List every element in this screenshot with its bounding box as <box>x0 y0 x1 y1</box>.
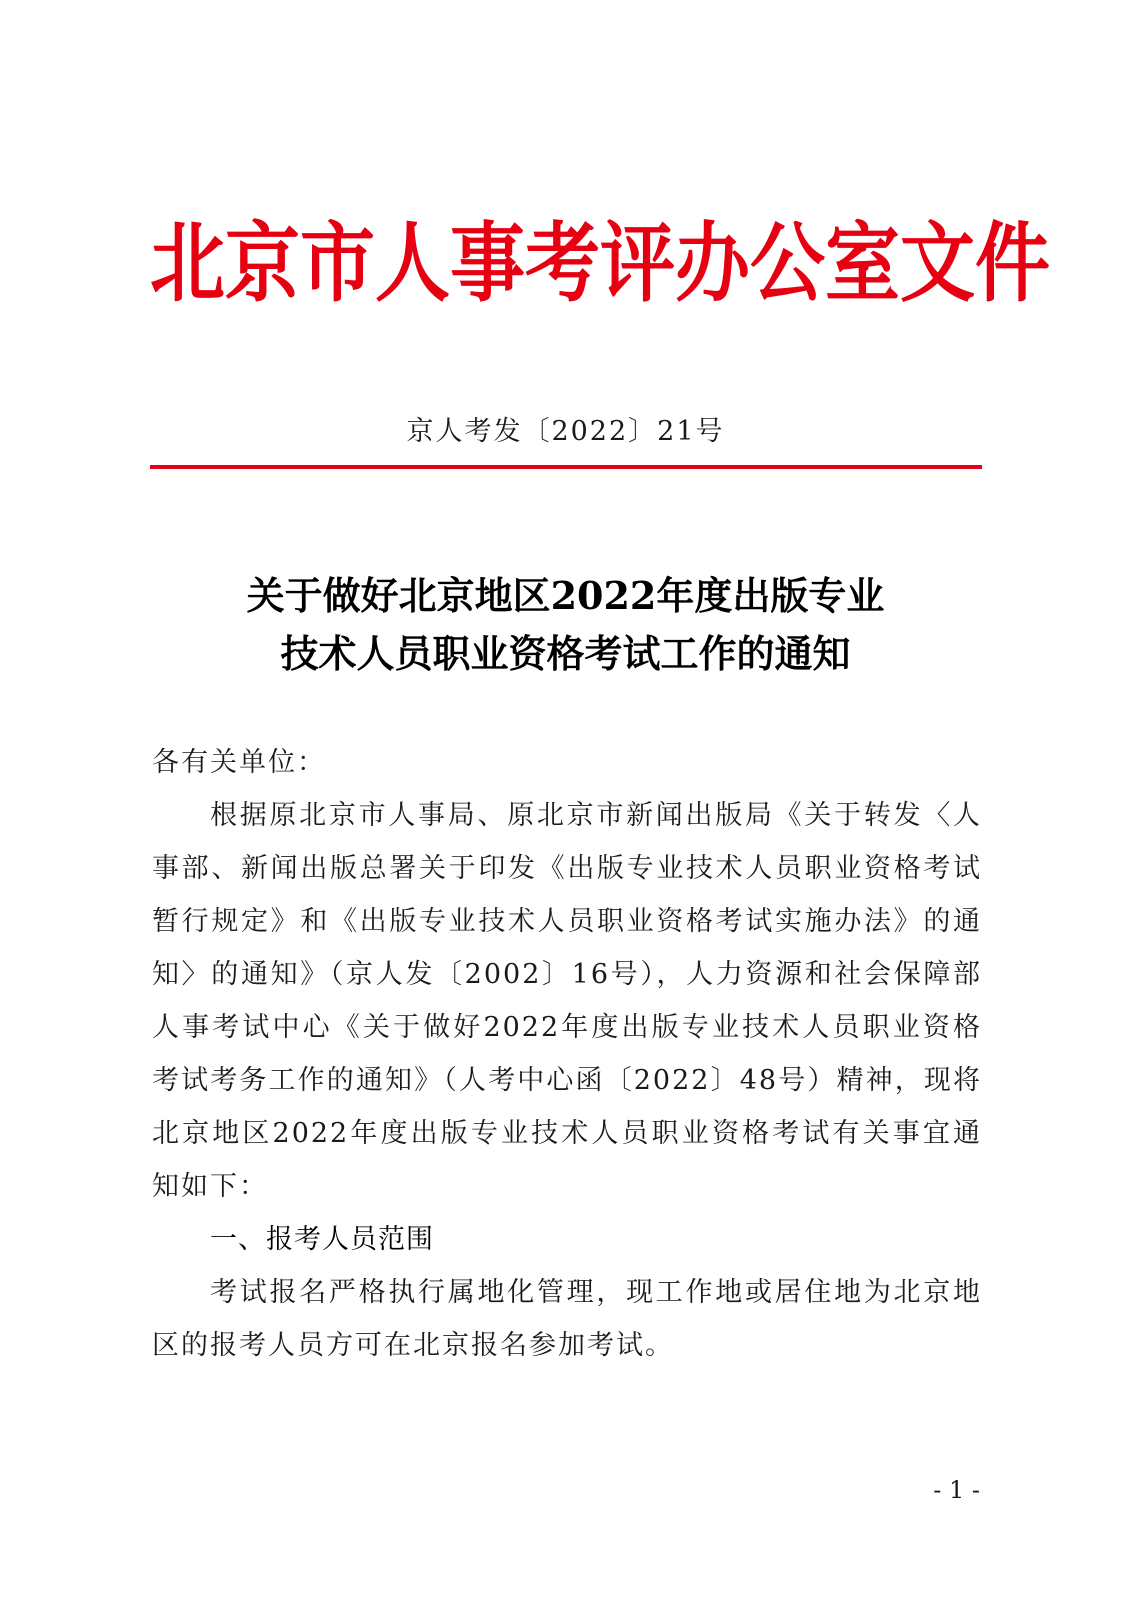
page-number: - 1 - <box>933 1476 980 1504</box>
notice-title <box>0 567 1131 683</box>
salutation: 各有关单位： <box>152 747 326 778</box>
red-divider-line <box>150 465 982 469</box>
masthead-title: 北京市人事考评办公室文件 <box>150 212 1051 314</box>
notice-title-line-2: 技术人员职业资格考试工作的通知 <box>280 631 851 676</box>
section-heading-1: 一、报考人员范围 <box>210 1224 434 1255</box>
document-body <box>152 736 982 1372</box>
document-number: 京人考发〔2022〕21号 <box>406 416 725 447</box>
body-paragraph-2: 考试报名严格执行属地化管理，现工作地或居住地为北京地区的报考人员方可在北京报名参加考试。 <box>152 1277 982 1361</box>
body-paragraph-1: 根据原北京市人事局、原北京市新闻出版局《关于转发〈人事部、新闻出版总署关于印发《出版专业技术人员职业资格考试暂行规定》和《出版专业技术人员职业资格考试实施办法》的通知〉的通知》（京人发〔2002〕16号），人力资源和社会保障部人事考试中心《关于做好2022年度出版专业技术人员职业资格考试考务工作的通知》（人考中心函〔2022〕48号）精神，现将北京地区2022年度出版专业技术人员职业资格考试有关事宜通知如下： <box>152 800 982 1202</box>
notice-title-line-1: 关于做好北京地区2022年度出版专业 <box>246 573 885 618</box>
